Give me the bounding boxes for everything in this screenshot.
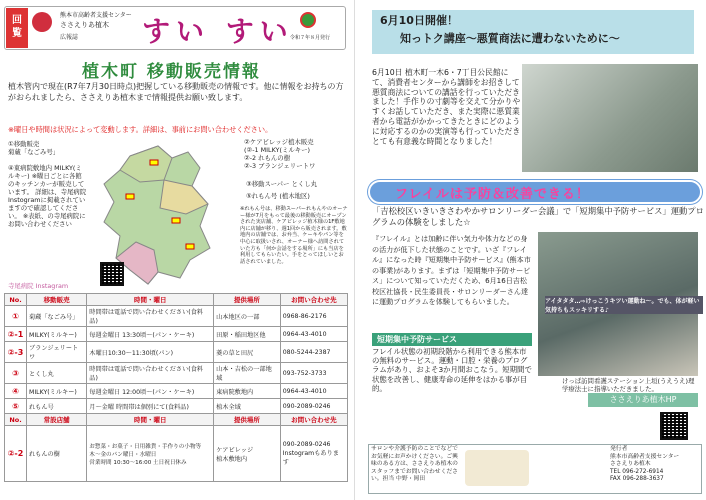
tanki-text: フレイル状態の初期段階から利用できる熊本市の無料のサービス。運動・口腔・栄養のプログラムがあり、およそ3か月間おこなう。短期間で状態を改善し、健康寿命の延伸をはかる事が目的。 — [372, 347, 532, 393]
frail-lead: 「吉松校区いきいきさわやかサロンリーダー会議」で「短期集中予防サービス」運動プログラムの体験をしました☆ — [372, 206, 704, 227]
kairan-badge: 回 覧 — [6, 8, 28, 48]
photo-speech: アイタタタ…⇨けっこうキツい運動ね～。でも、体が軽い気持ちもスッキリする♪ — [545, 296, 703, 314]
col-contact: お問い合わせ先 — [280, 294, 347, 306]
event-text: 6月10日 植木町一木6・7丁目公民館にて、消費者センターから講師をお招きして悪質商法についての講話を行っていただきました！手作りの寸劇等を交えて分かりやすくお話していただき、また実際に悪質業者から電話がかかってきたときにどのように対応するのかの実演等も行っていただきとても有意義な時間となりました！ — [372, 68, 521, 146]
frail-banner-text: フレイルは予防＆改善できる！ — [395, 187, 590, 202]
event-title: 知っトク講座～悪質商法に遭わないために～ — [400, 32, 620, 45]
photo-caption: けっぱ訪問看護ステーション上垣(うえうえ)理学療法士に指導いただきました。 — [562, 377, 695, 393]
col-time-2: 時間・曜日 — [87, 414, 214, 426]
center-name: ささえりあ植木 — [60, 21, 109, 29]
table-row: ⑤ れもん号 月～金曜 時間帯は個別にて(食料品) 植木全域 090-2089-0246 — [5, 399, 348, 414]
seminar-photo — [522, 64, 698, 172]
intro-text: 植木管内で現在(R7年7月30日時点)把握している移動販売の情報です。他に情報をお持ちの方がおられましたら、ささえりあ植木まで情報提供お願い致します。 — [8, 82, 344, 102]
table-row: ③ とくし丸 時間帯は電話で問い合わせください(食料品) 山本・吉松の一部地域 093-752-3733 — [5, 363, 348, 384]
table-row: ① 菊蔵「なごみ号」 時間帯は電話で問い合わせください(食料品) 山本地区の一部 0968-86-2176 — [5, 306, 348, 327]
rose-logo-icon — [32, 12, 52, 32]
qr-code-homepage-icon[interactable] — [660, 412, 688, 440]
event-date: 6月10日開催！ — [380, 14, 458, 27]
qr-code-instagram-icon[interactable] — [100, 262, 124, 286]
col-place-2: 提供場所 — [214, 414, 281, 426]
page-title: 植木町 移動販売情報 — [82, 62, 261, 82]
ueki-map — [60, 138, 260, 288]
table-row: ②-3 ブランジェリートワ 木曜日10:30～11:30頃(パン) 菱の草と田尻 080-5244-2387 — [5, 342, 348, 363]
mobile-sales-table — [4, 293, 348, 482]
warning-note: ※曜日や時間は状況によって変動します。詳細は、事前にお問い合わせください。 — [8, 125, 273, 134]
col-time: 時間・曜日 — [87, 294, 214, 306]
footer-left: サロンや介護予防のことでなどでお気軽にお声かけください。ご興味のある方は、ささえりあ植木のスタッフまでお問い合わせください。担当 中野・岡田 — [371, 446, 458, 482]
map-label-2: ②ケアビレッジ植木販売 (②-1 MILKY(ミルキー) ②-2 れもんの樹 ②-3 ブランジェリートワ — [244, 138, 316, 170]
map-marker-3 — [186, 244, 194, 249]
map-marker-2 — [172, 218, 180, 223]
table-row-store: ②-2 れもんの樹 お惣菜・お菓子・日用雑貨・手作りの小物等 木～金のパン曜日・水曜日 営業時間 10:30～16:00 土日祝日休み ケアビレッジ 植木敷地内 090-2089-0246 Instogramもあります — [5, 426, 348, 482]
instagram-caption: 寺尾病院 Instagram — [8, 282, 69, 290]
col-place: 提供場所 — [214, 294, 281, 306]
map-marker-4 — [126, 194, 134, 199]
newsletter-title: すい すい — [142, 15, 294, 48]
staff-illustration-icon — [465, 450, 529, 486]
map-marker-1 — [150, 160, 158, 165]
col-sales: 移動販売 — [27, 294, 87, 306]
table-row: ④ MILKY(ミルキー) 毎週金曜日 12:00頃～(パン・ケーキ) 東病院敷地内 0964-43-4010 — [5, 384, 348, 399]
col-contact-2: お問い合わせ先 — [280, 414, 347, 426]
issue-date: 令和７年８月発行 — [290, 35, 331, 41]
map-label-5: ⑤れもん号 (植木地区) — [246, 192, 310, 200]
watermelon-icon — [300, 12, 316, 28]
homepage-link[interactable]: ささえりあ植木HP — [588, 393, 698, 407]
tanki-title: 短期集中予防サービス — [372, 333, 532, 346]
map-label-1: ①移動販売 菊蔵「なごみ号」 — [8, 140, 60, 156]
map-label-4: ③移動スーパー とくし丸 — [246, 180, 318, 188]
org-name: 熊本市高齢者支援センター — [60, 12, 132, 19]
frail-text: 『フレイル』とは加齢に伴い気力や体力などの身の活力が低下した状態のことです。いざ『フレイル』になった時『短期集中予防サービス』(熊本市の事業)があります。まずは「短期集中予防サービス」について知っていただくため、6月16日吉松校区社協長・民生委員長・サロンリーダーさん達に運動プログラムを体験してもらいました。 — [372, 234, 531, 306]
map-label-6: ※れもん号は、移動スーパーれもんやのオーナー様が7月をもって最後の移動販売にオープンされた実店舗、ケアビレッジ植木様の1F敷地内に店舗が移り、週1回から販売されます。敷地内の店舗では、お弁当、ケーキやパン等を中心に取扱いされ、オーナー様へ訪問されていた方も「何か会話をする場所」にも当店を利用してもらいたい。手をとってほしいとお話されていました。 — [240, 206, 348, 265]
footer-right: 発行者 熊本市高齢者支援センター ささえりあ植木 TEL 096-272-6914 FAX 096-288-3637 — [610, 446, 680, 482]
col-no: No. — [5, 294, 27, 306]
col-no-2: No. — [5, 414, 27, 426]
table-row: ②-1 MILKY(ミルキー) 毎週金曜日 13:30頃～(パン・ケーキ) 田原・稲田地区他 0964-43-4010 — [5, 327, 348, 342]
col-store: 常設店舗 — [27, 414, 87, 426]
pub-type: 広報誌 — [60, 34, 79, 41]
map-label-3: ④東病院敷地内 MILKY(ミルキー) ※曜日ごとに各館のキッチンカーが販売しています。 詳細は、寺尾病院 Instogramに掲載されていますので確認してください。 ※表紙、の寺尾病院にお問い合わせください — [8, 164, 87, 228]
